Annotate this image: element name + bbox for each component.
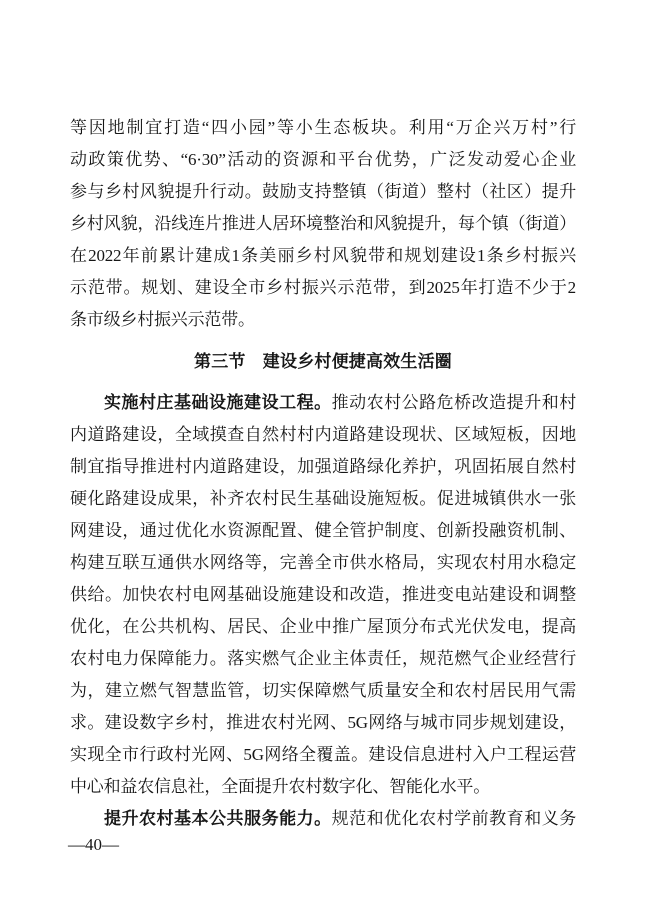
text-line — [70, 803, 576, 835]
text-line: 制宜指导推进村内道路建设，加强道路绿化养护，巩固拓展自然村 — [70, 457, 576, 476]
text-line: 构建互联互通供水网络等，完善全市供水格局，实现农村用水稳定 — [70, 553, 576, 572]
text-line: 内道路建设，全域摸查自然村村内道路建设现状、区域短板，因地 — [70, 425, 576, 444]
text-line: 在2022年前累计建成1条美丽乡村风貌带和规划建设1条乡村振兴 — [70, 246, 576, 265]
body-text — [70, 112, 576, 835]
paragraph-bold-lead: 实施村庄基础设施建设工程。 — [104, 393, 332, 412]
paragraph-bold-lead: 提升农村基本公共服务能力。 — [104, 809, 332, 828]
text-line: 农村电力保障能力。落实燃气企业主体责任，规范燃气企业经营行 — [70, 649, 576, 668]
text-line: 动政策优势、“6·30”活动的资源和平台优势，广泛发动爱心企业 — [70, 150, 576, 169]
section-heading: 第三节 建设乡村便捷高效生活圈 — [194, 352, 452, 371]
text-line: 参与乡村风貌提升行动。鼓励支持整镇（街道）整村（社区）提升 — [70, 182, 576, 201]
text-line: 等因地制宜打造“四小园”等小生态板块。利用“万企兴万村”行 — [70, 118, 576, 137]
paragraph — [70, 803, 576, 835]
text-line: 实现全市行政村光网、5G网络全覆盖。建设信息进村入户工程运营 — [70, 745, 576, 764]
text-line: 硬化路建设成果，补齐农村民生基础设施短板。促进城镇供水一张 — [70, 489, 576, 508]
text-line: 求。建设数字乡村，推进农村光网、5G网络与城市同步规划建设， — [70, 713, 576, 732]
paragraph-lead-rest: 推动农村公路危桥改造提升和村 — [331, 393, 576, 412]
text-line: 网建设，通过优化水资源配置、健全管护制度、创新投融资机制、 — [70, 521, 576, 540]
paragraph — [70, 387, 576, 803]
text-line: 优化，在公共机构、居民、企业中推广屋顶分布式光伏发电，提高 — [70, 617, 576, 636]
paragraph-continuation — [70, 112, 576, 336]
paragraph-lead-rest: 规范和优化农村学前教育和义务 — [331, 809, 576, 828]
text-line — [70, 387, 576, 419]
text-line: 示范带。规划、建设全市乡村振兴示范带，到2025年打造不少于2 — [70, 278, 576, 297]
text-line: 乡村风貌，沿线连片推进人居环境整治和风貌提升，每个镇（街道） — [70, 214, 576, 233]
text-line: 条市级乡村振兴示范带。 — [70, 310, 255, 329]
page-number: —40— — [68, 835, 119, 854]
text-line: 为，建立燃气智慧监管，切实保障燃气质量安全和农村居民用气需 — [70, 681, 576, 700]
text-line: 中心和益农信息社，全面提升农村数字化、智能化水平。 — [70, 777, 490, 796]
text-line: 供给。加快农村电网基础设施建设和改造，推进变电站建设和调整 — [70, 585, 576, 604]
